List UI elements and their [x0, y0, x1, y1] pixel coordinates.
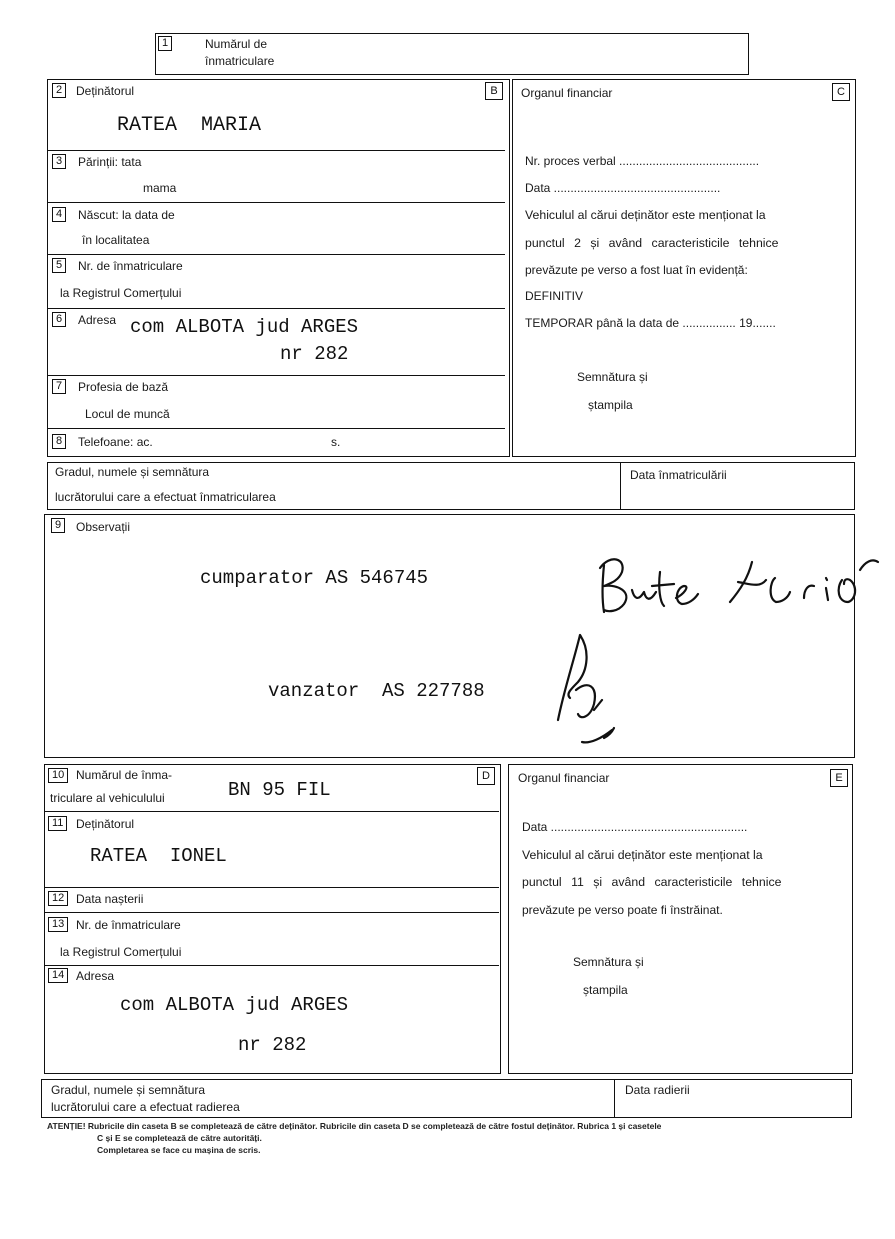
fiscal-e-text-1: Vehiculul al cărui deținător este menționat la	[522, 848, 763, 862]
birth-date-label: Data nașterii	[76, 892, 144, 906]
fiscal-c-text-2: punctul 2 și având caracteristicile tehnice	[525, 236, 779, 250]
owner-name-value: RATEA MARIA	[117, 114, 262, 137]
buyer-signature-image	[590, 540, 885, 625]
registrar-label-line1: Gradul, numele și semnătura	[55, 465, 210, 479]
stamp-label-c: ștampila	[588, 398, 633, 412]
fiscal-e-text-2: punctul 11 și având caracteristicile tehnice	[522, 875, 782, 889]
field-number-1: 1	[158, 36, 172, 51]
address-value-line2: nr 282	[280, 343, 349, 365]
parents-label: Părinții: tata	[78, 155, 142, 169]
registration-number-label-line2: înmatriculare	[205, 54, 275, 68]
divider	[614, 1079, 615, 1118]
parents-mother-label: mama	[143, 181, 177, 195]
owner-label: Deținătorul	[76, 84, 135, 98]
field-number-11: 11	[48, 816, 67, 831]
section-c-corner: C	[832, 83, 850, 101]
seller-signature-image	[540, 620, 630, 755]
vehicle-registration-label-line2: triculare al vehiculului	[50, 791, 165, 805]
divider	[47, 308, 505, 309]
divider	[47, 375, 505, 376]
section-e-corner: E	[830, 769, 848, 787]
section-b-corner: B	[485, 82, 503, 100]
field-number-9: 9	[51, 518, 65, 533]
date-label-e: Data ...........................................................	[522, 820, 748, 834]
section-d-corner: D	[477, 767, 495, 785]
field-number-8: 8	[52, 434, 66, 449]
definitive-label: DEFINITIV	[525, 289, 584, 303]
deregistrar-label-line1: Gradul, numele și semnătura	[51, 1083, 206, 1097]
fiscal-authority-c-title: Organul financiar	[521, 86, 613, 100]
registrar-label-line2: lucrătorului care a efectuat înmatricularea	[55, 490, 276, 504]
new-owner-name-value: RATEA IONEL	[90, 845, 227, 867]
footer-note-line3: Completarea se face cu mașina de scris.	[97, 1145, 261, 1155]
divider	[620, 462, 621, 510]
born-place-label: în localitatea	[82, 233, 150, 247]
divider	[44, 811, 499, 812]
deregistration-date-label: Data radierii	[625, 1083, 690, 1097]
date-label-c: Data ..................................................	[525, 181, 721, 195]
fiscal-e-text-3: prevăzute pe verso poate fi înstrăinat.	[522, 903, 723, 917]
buyer-note: cumparator AS 546745	[200, 567, 429, 589]
field-number-6: 6	[52, 312, 66, 327]
divider	[44, 965, 499, 966]
fiscal-c-text-3: prevăzute pe verso a fost luat în evidență:	[525, 263, 748, 277]
born-label: Născut: la data de	[78, 208, 175, 222]
new-owner-address-line2: nr 282	[238, 1034, 307, 1056]
registration-number-label-line1: Numărul de	[205, 37, 268, 51]
divider	[47, 150, 505, 151]
field-number-10: 10	[48, 768, 68, 783]
profession-label: Profesia de bază	[78, 380, 169, 394]
phones-s-label: s.	[331, 435, 341, 449]
field-number-13: 13	[48, 917, 68, 932]
new-owner-registry-label: Nr. de înmatriculare	[76, 918, 181, 932]
report-number-label: Nr. proces verbal ..........................................	[525, 154, 760, 168]
field-number-12: 12	[48, 891, 68, 906]
field-number-7: 7	[52, 379, 66, 394]
signature-label-c: Semnătura și	[577, 370, 648, 384]
fiscal-authority-e-box	[508, 764, 853, 1074]
field-number-3: 3	[52, 154, 66, 169]
footer-note-line2: C și E se completează de către autorități.	[97, 1133, 262, 1143]
trade-registry-label2: la Registrul Comerțului	[60, 286, 182, 300]
new-owner-registry-label2: la Registrul Comerțului	[60, 945, 182, 959]
trade-registry-label: Nr. de înmatriculare	[78, 259, 183, 273]
address-label: Adresa	[78, 313, 117, 327]
observations-label: Observații	[76, 520, 131, 534]
field-number-14: 14	[48, 968, 68, 983]
new-owner-label: Deținătorul	[76, 817, 135, 831]
signature-label-e: Semnătura și	[573, 955, 644, 969]
fiscal-c-text-1: Vehiculul al cărui deținător este menționat la	[525, 208, 766, 222]
new-owner-address-line1: com ALBOTA jud ARGES	[120, 994, 349, 1016]
registration-date-label: Data înmatriculării	[630, 468, 727, 482]
phones-label: Telefoane: ac.	[78, 435, 153, 449]
deregistrar-label-line2: lucrătorului care a efectuat radierea	[51, 1100, 240, 1114]
seller-note: vanzator AS 227788	[268, 680, 485, 702]
divider	[47, 254, 505, 255]
field-number-2: 2	[52, 83, 66, 98]
field-number-4: 4	[52, 207, 66, 222]
footer-note-line1: ATENȚIE! Rubricile din caseta B se completează de către deținător. Rubricile din caseta D se completează de către fostul deținător. Rubrica 1 și casetele	[47, 1121, 662, 1131]
divider	[47, 428, 505, 429]
new-owner-address-label: Adresa	[76, 969, 115, 983]
vehicle-registration-label-line1: Numărul de înma-	[76, 768, 173, 782]
vehicle-registration-value: BN 95 FIL	[228, 779, 331, 801]
divider	[44, 887, 499, 888]
field-number-5: 5	[52, 258, 66, 273]
stamp-label-e: ștampila	[583, 983, 628, 997]
workplace-label: Locul de muncă	[85, 407, 170, 421]
divider	[44, 912, 499, 913]
address-value-line1: com ALBOTA jud ARGES	[130, 316, 359, 338]
temporary-label: TEMPORAR până la data de ................ 19.......	[525, 316, 776, 330]
fiscal-authority-e-title: Organul financiar	[518, 771, 610, 785]
divider	[47, 202, 505, 203]
